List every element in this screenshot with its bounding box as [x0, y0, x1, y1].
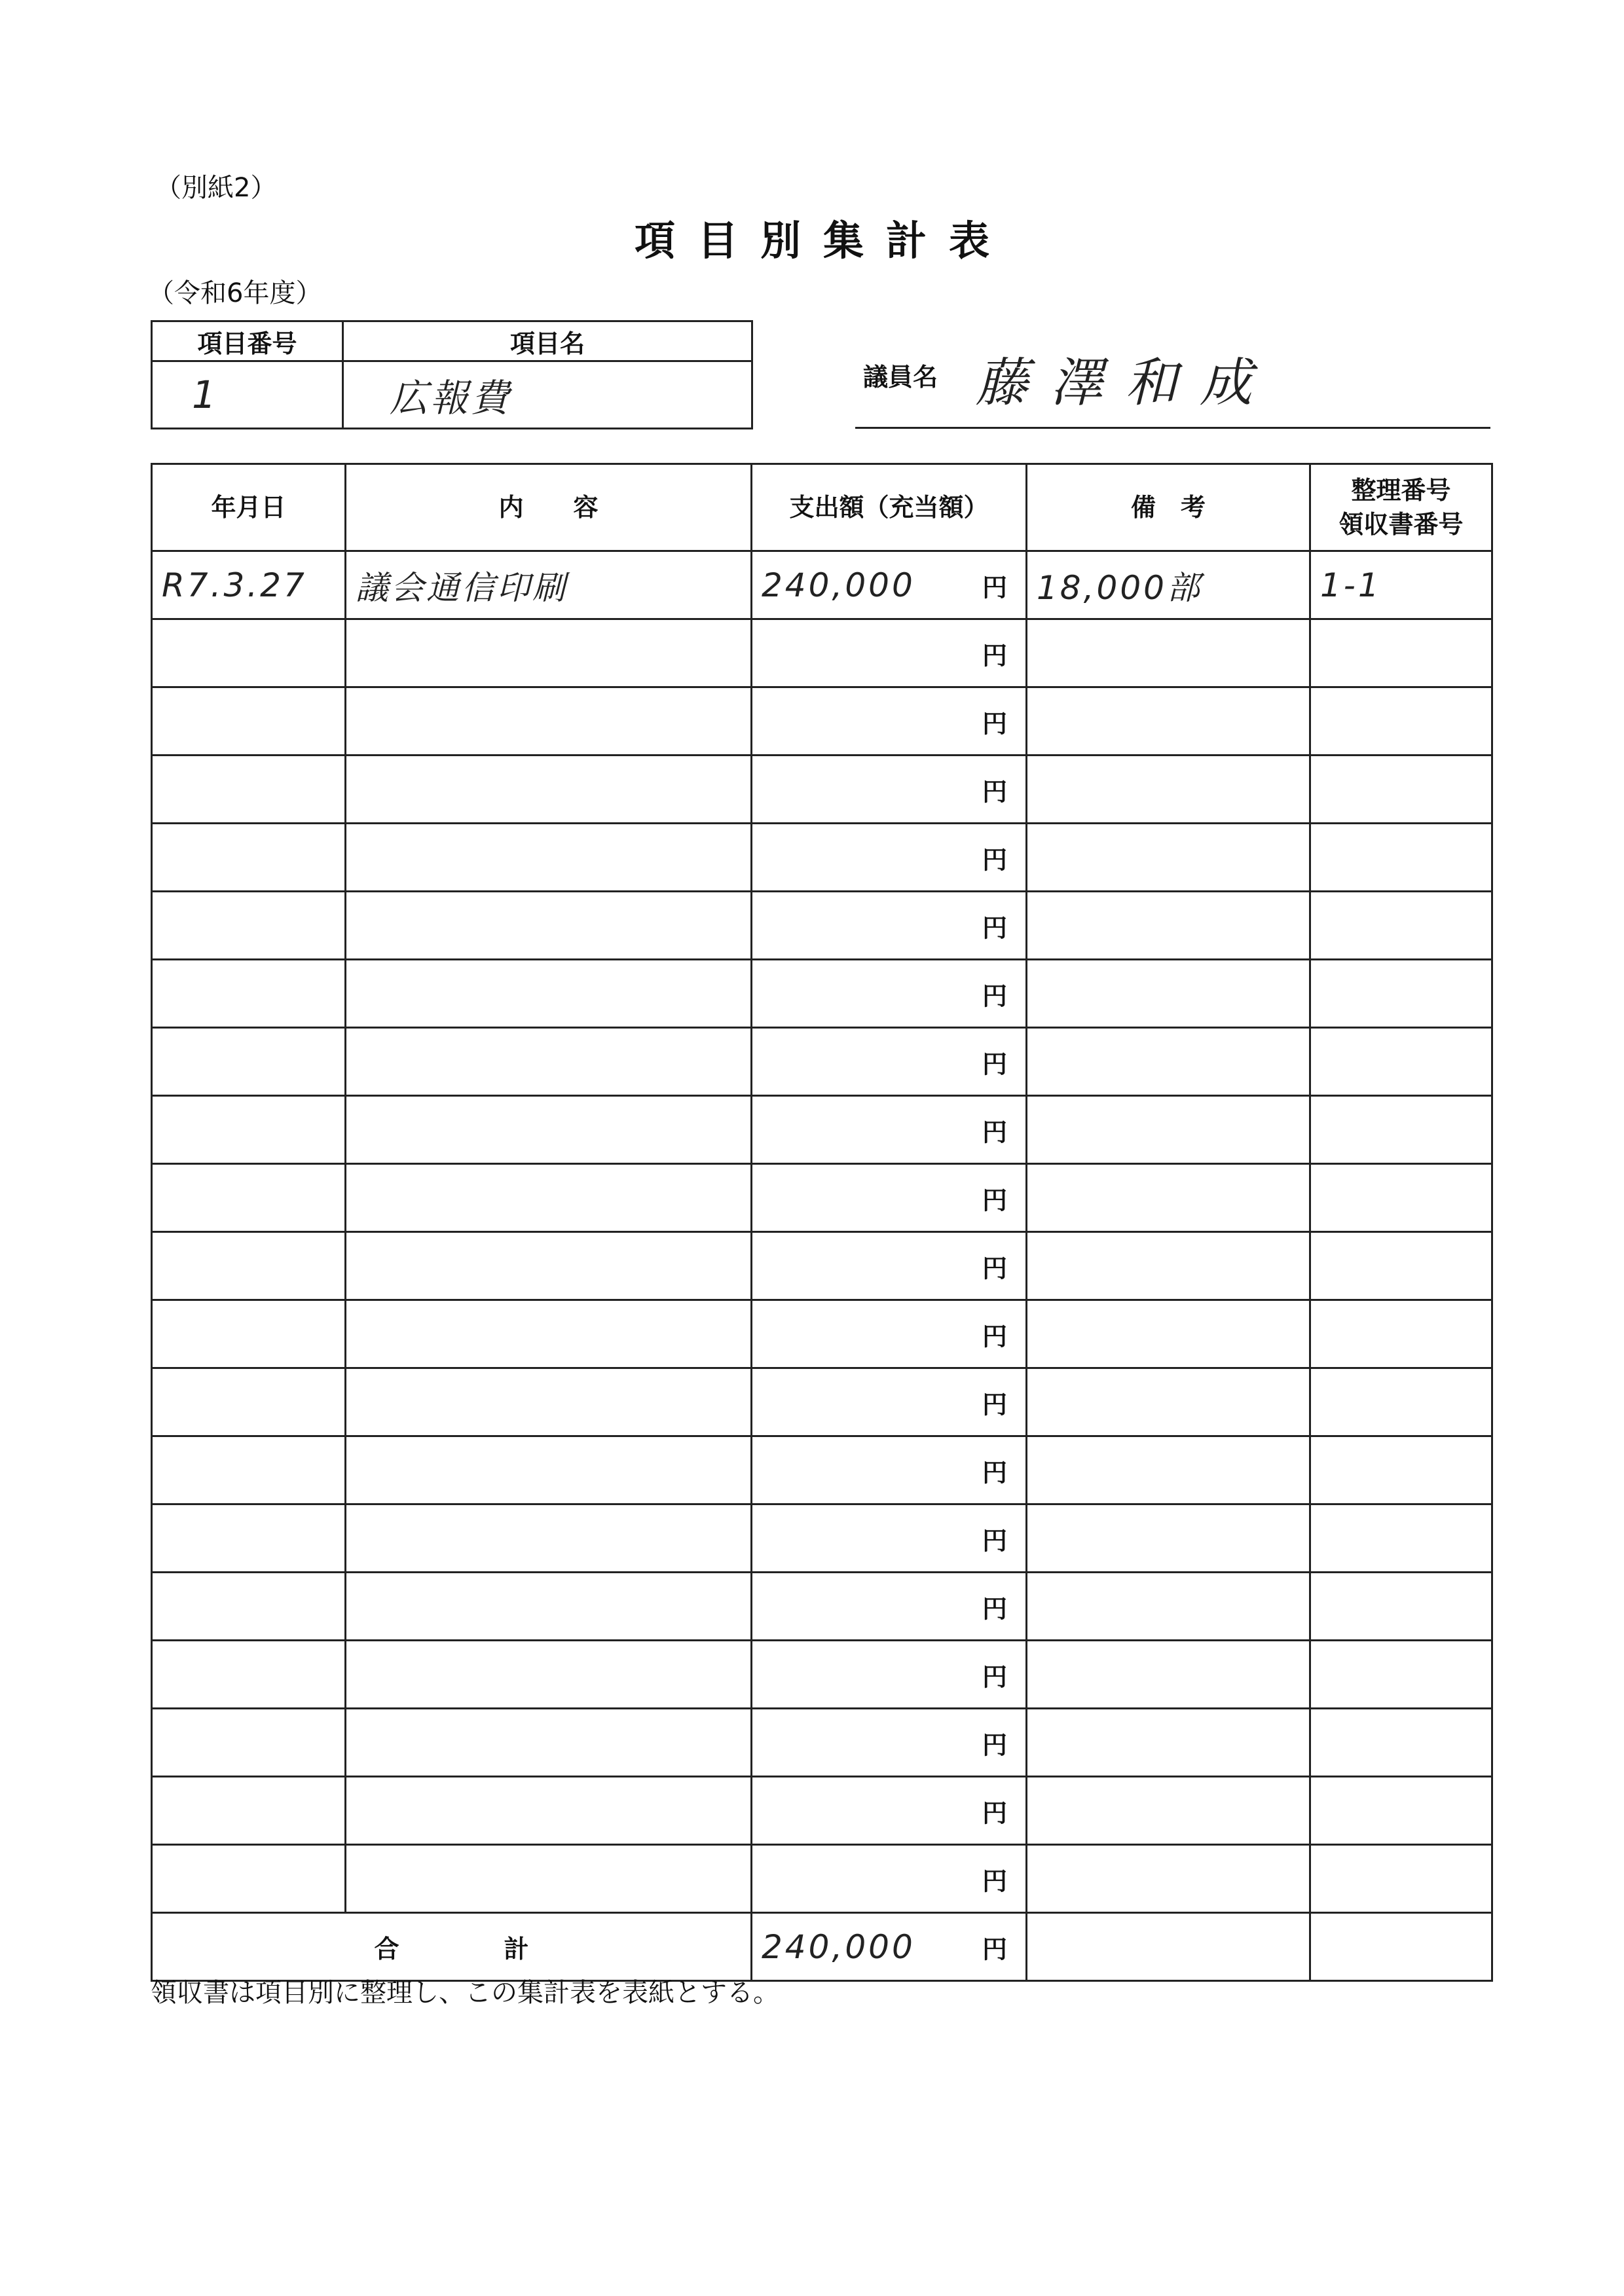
row-ref: 1-1: [1320, 566, 1382, 604]
table-row: [152, 1709, 1492, 1777]
row-date-cell[interactable]: [152, 960, 346, 1028]
row-content-cell[interactable]: [346, 892, 752, 960]
ref-header-line2: 領収書番号: [1338, 510, 1464, 539]
row-remarks-cell[interactable]: [1027, 1368, 1310, 1436]
row-content: 議会通信印刷: [356, 568, 568, 607]
member-name[interactable]: 藤澤和成: [976, 352, 1274, 413]
row-amount-cell[interactable]: [752, 1504, 1027, 1573]
row-content-cell[interactable]: [346, 1028, 752, 1096]
row-content-cell[interactable]: [346, 960, 752, 1028]
row-ref-cell[interactable]: [1310, 1709, 1492, 1777]
row-content-cell[interactable]: [346, 1436, 752, 1504]
yen-symbol: 円: [982, 1186, 1007, 1214]
footnote: 領収書は項目別に整理し、この集計表を表紙とする。: [151, 1978, 779, 2008]
item-number-header: 項目番号: [152, 321, 343, 361]
row-remarks-cell[interactable]: [1027, 1096, 1310, 1164]
table-body: [152, 551, 1492, 1913]
row-date-cell[interactable]: [152, 619, 346, 687]
yen-symbol: 円: [982, 1935, 1007, 1963]
row-ref-cell[interactable]: [1310, 1641, 1492, 1709]
row-amount-cell[interactable]: [752, 1164, 1027, 1232]
total-label: 合計: [152, 1913, 752, 1981]
row-ref-cell[interactable]: [1310, 1777, 1492, 1845]
yen-symbol: 円: [982, 709, 1007, 738]
table-row: [152, 1504, 1492, 1573]
item-table: [151, 320, 753, 429]
yen-symbol: 円: [982, 1322, 1007, 1351]
amount-header: 支出額（充当額）: [752, 464, 1027, 551]
ref-header-line1: 整理番号: [1351, 476, 1451, 505]
row-ref-cell[interactable]: [1310, 1436, 1492, 1504]
row-date-cell[interactable]: [152, 1709, 346, 1777]
table-row: [152, 1300, 1492, 1368]
row-date-cell[interactable]: [152, 687, 346, 756]
row-amount-cell[interactable]: [752, 1573, 1027, 1641]
row-date-cell[interactable]: [152, 1845, 346, 1913]
row-ref-cell[interactable]: [1310, 1300, 1492, 1368]
table-row: [152, 1232, 1492, 1300]
row-remarks-cell[interactable]: [1027, 1504, 1310, 1573]
row-amount-cell[interactable]: [752, 1436, 1027, 1504]
row-remarks-cell[interactable]: [1027, 1028, 1310, 1096]
row-ref-cell[interactable]: [1310, 1573, 1492, 1641]
row-remarks-cell[interactable]: [1027, 824, 1310, 892]
yen-symbol: 円: [982, 1730, 1007, 1759]
row-content-cell[interactable]: [346, 1368, 752, 1436]
table-row: [152, 687, 1492, 756]
table-row: [152, 1845, 1492, 1913]
yen-symbol: 円: [982, 1798, 1007, 1827]
row-date-cell[interactable]: [152, 1164, 346, 1232]
row-content-cell[interactable]: [346, 1164, 752, 1232]
row-content-cell[interactable]: [346, 1777, 752, 1845]
row-remarks-cell[interactable]: [1027, 1232, 1310, 1300]
item-number-text: 1: [192, 373, 219, 417]
yen-symbol: 円: [982, 845, 1007, 874]
row-remarks-cell[interactable]: [1027, 1709, 1310, 1777]
row-ref-cell[interactable]: [1310, 687, 1492, 756]
row-date-cell[interactable]: [152, 1232, 346, 1300]
row-content-cell[interactable]: [346, 1504, 752, 1573]
row-content-cell[interactable]: [346, 619, 752, 687]
row-ref-cell[interactable]: [1310, 1028, 1492, 1096]
yen-symbol: 円: [982, 777, 1007, 806]
header-row: [152, 464, 1492, 551]
row-amount-cell[interactable]: [752, 1845, 1027, 1913]
row-amount-cell[interactable]: [752, 960, 1027, 1028]
table-row: [152, 1436, 1492, 1504]
row-amount-cell[interactable]: [752, 551, 1027, 619]
row-date: R7.3.27: [162, 566, 307, 604]
row-ref-cell[interactable]: [1310, 1504, 1492, 1573]
ref-header: [1310, 464, 1492, 551]
table-row: [152, 892, 1492, 960]
row-remarks-cell[interactable]: [1027, 1845, 1310, 1913]
row-amount-cell[interactable]: [752, 1368, 1027, 1436]
row-date-cell[interactable]: [152, 1504, 346, 1573]
row-date-cell[interactable]: [152, 1368, 346, 1436]
yen-symbol: 円: [982, 573, 1007, 602]
row-remarks-cell[interactable]: [1027, 687, 1310, 756]
yen-symbol: 円: [982, 1254, 1007, 1283]
table-row: [152, 1573, 1492, 1641]
row-amount-cell[interactable]: [752, 619, 1027, 687]
row-content-cell[interactable]: [346, 1641, 752, 1709]
row-date-cell[interactable]: [152, 1096, 346, 1164]
table-row: [152, 1164, 1492, 1232]
row-amount-cell[interactable]: [752, 1096, 1027, 1164]
row-amount-cell[interactable]: [752, 1300, 1027, 1368]
row-amount-cell[interactable]: [752, 892, 1027, 960]
row-date-cell[interactable]: [152, 1436, 346, 1504]
row-amount-cell[interactable]: [752, 1028, 1027, 1096]
item-name-value[interactable]: [343, 361, 752, 429]
row-ref-cell[interactable]: [1310, 1232, 1492, 1300]
row-remarks: 18,000部: [1037, 568, 1202, 607]
member-label: 議員名: [863, 363, 938, 392]
row-ref-cell[interactable]: [1310, 551, 1492, 619]
table-row: [152, 1368, 1492, 1436]
yen-symbol: 円: [982, 1662, 1007, 1691]
member-underline: [855, 427, 1490, 429]
row-content-cell[interactable]: [346, 1709, 752, 1777]
row-ref-cell[interactable]: [1310, 892, 1492, 960]
row-remarks-cell[interactable]: [1027, 619, 1310, 687]
remarks-header: 備 考: [1027, 464, 1310, 551]
row-date-cell[interactable]: [152, 824, 346, 892]
table-row: [152, 756, 1492, 824]
yen-symbol: 円: [982, 1594, 1007, 1623]
row-content-cell[interactable]: [346, 1573, 752, 1641]
row-ref-cell[interactable]: [1310, 1845, 1492, 1913]
fiscal-year: （令和6年度）: [148, 278, 322, 308]
row-content-cell[interactable]: [346, 551, 752, 619]
row-content-cell[interactable]: [346, 1096, 752, 1164]
row-amount-cell[interactable]: [752, 824, 1027, 892]
table-row: [152, 619, 1492, 687]
row-remarks-cell[interactable]: [1027, 1436, 1310, 1504]
table-row: [152, 1641, 1492, 1709]
row-date-cell[interactable]: [152, 756, 346, 824]
yen-symbol: 円: [982, 641, 1007, 670]
row-amount-cell[interactable]: [752, 1709, 1027, 1777]
yen-symbol: 円: [982, 1458, 1007, 1487]
row-ref-cell[interactable]: [1310, 1368, 1492, 1436]
yen-symbol: 円: [982, 1526, 1007, 1555]
row-remarks-cell[interactable]: [1027, 756, 1310, 824]
row-ref-cell[interactable]: [1310, 1096, 1492, 1164]
table-row: [152, 824, 1492, 892]
item-name-text: 広報費: [390, 376, 512, 420]
row-content-cell[interactable]: [346, 687, 752, 756]
row-ref-cell[interactable]: [1310, 1164, 1492, 1232]
date-header: 年月日: [152, 464, 346, 551]
row-date-cell[interactable]: [152, 892, 346, 960]
row-content-cell[interactable]: [346, 1300, 752, 1368]
row-amount-cell[interactable]: [752, 1232, 1027, 1300]
row-date-cell[interactable]: [152, 1573, 346, 1641]
row-amount-cell[interactable]: [752, 756, 1027, 824]
yen-symbol: 円: [982, 981, 1007, 1010]
table-row: [152, 551, 1492, 619]
total-amount: 240,000: [762, 1927, 915, 1966]
row-date-cell[interactable]: [152, 1777, 346, 1845]
row-remarks-cell[interactable]: [1027, 1777, 1310, 1845]
yen-symbol: 円: [982, 913, 1007, 942]
row-remarks-cell[interactable]: [1027, 960, 1310, 1028]
row-amount-cell[interactable]: [752, 1641, 1027, 1709]
table-row: [152, 1096, 1492, 1164]
total-row: [152, 1913, 1492, 1981]
yen-symbol: 円: [982, 1867, 1007, 1895]
row-remarks-cell[interactable]: [1027, 1300, 1310, 1368]
row-ref-cell[interactable]: [1310, 756, 1492, 824]
row-date-cell[interactable]: [152, 1028, 346, 1096]
row-date-cell[interactable]: [152, 1641, 346, 1709]
row-amount-cell[interactable]: [752, 1777, 1027, 1845]
row-remarks-cell[interactable]: [1027, 1164, 1310, 1232]
yen-symbol: 円: [982, 1118, 1007, 1146]
row-remarks-cell[interactable]: [1027, 1573, 1310, 1641]
row-date-cell[interactable]: [152, 1300, 346, 1368]
yen-symbol: 円: [982, 1049, 1007, 1078]
row-amount: 240,000: [762, 566, 915, 604]
item-name-header: 項目名: [343, 321, 752, 361]
row-content-cell[interactable]: [346, 824, 752, 892]
row-remarks-cell[interactable]: [1027, 551, 1310, 619]
row-ref-cell[interactable]: [1310, 960, 1492, 1028]
table-row: [152, 960, 1492, 1028]
row-remarks-cell[interactable]: [1027, 892, 1310, 960]
row-remarks-cell[interactable]: [1027, 1641, 1310, 1709]
page-title: 項目別集計表: [634, 217, 1012, 264]
total-amount-cell[interactable]: [752, 1913, 1027, 1981]
total-ref-cell[interactable]: [1310, 1913, 1492, 1981]
table-row: [152, 1028, 1492, 1096]
total-remarks-cell[interactable]: [1027, 1913, 1310, 1981]
expense-table: [151, 463, 1493, 1982]
yen-symbol: 円: [982, 1390, 1007, 1419]
row-content-cell[interactable]: [346, 756, 752, 824]
item-number-value[interactable]: [152, 361, 343, 429]
row-amount-cell[interactable]: [752, 687, 1027, 756]
row-date-cell[interactable]: [152, 551, 346, 619]
table-row: [152, 1777, 1492, 1845]
content-header: 内 容: [346, 464, 752, 551]
row-ref-cell[interactable]: [1310, 619, 1492, 687]
annex-label: （別紙2）: [155, 173, 277, 203]
row-content-cell[interactable]: [346, 1232, 752, 1300]
row-content-cell[interactable]: [346, 1845, 752, 1913]
row-ref-cell[interactable]: [1310, 824, 1492, 892]
